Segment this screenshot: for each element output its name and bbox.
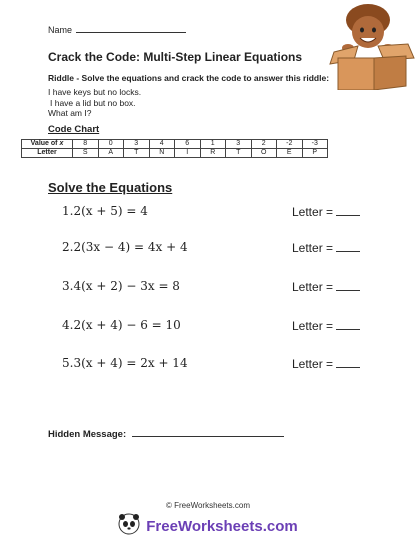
letter-answer-field[interactable]	[292, 356, 360, 371]
letter-header: Letter	[22, 149, 73, 158]
letter-label: Letter =	[292, 241, 334, 255]
solve-section-title: Solve the Equations	[48, 180, 173, 195]
riddle-instruction: Riddle - Solve the equations and crack the code to answer this riddle:	[48, 73, 330, 83]
kid-in-box-illustration	[328, 0, 416, 95]
panda-logo-icon	[118, 513, 140, 540]
letter-answer-field[interactable]	[292, 318, 360, 333]
equation-row	[62, 240, 382, 258]
letter-answer-field[interactable]	[292, 204, 360, 219]
equation: 3(x + 4) = 2x + 14	[73, 356, 188, 370]
answer-blank[interactable]	[336, 240, 360, 252]
value-cell: 4	[149, 140, 175, 149]
riddle-line: I have keys but no locks.	[48, 87, 142, 97]
name-line[interactable]	[76, 24, 186, 33]
value-cell: -3	[302, 140, 328, 149]
value-row	[22, 140, 328, 149]
equation-number: 3.	[62, 279, 74, 293]
riddle-line: What am I?	[48, 108, 92, 118]
value-cell: 8	[73, 140, 99, 149]
code-chart-table	[21, 139, 328, 158]
equation-text	[62, 279, 180, 293]
letter-cell: O	[251, 149, 277, 158]
answer-blank[interactable]	[336, 204, 360, 216]
letter-label: Letter =	[292, 280, 334, 294]
letter-answer-field[interactable]	[292, 279, 360, 294]
equation-row	[62, 356, 382, 374]
value-cell: 3	[226, 140, 252, 149]
value-cell: 0	[98, 140, 124, 149]
letter-cell: E	[277, 149, 303, 158]
code-chart-title: Code Chart	[48, 124, 100, 135]
value-cell: 1	[200, 140, 226, 149]
letter-row	[22, 149, 328, 158]
name-label: Name	[48, 25, 73, 35]
answer-blank[interactable]	[336, 279, 360, 291]
letter-cell: T	[226, 149, 252, 158]
letter-label: Letter =	[292, 319, 334, 333]
footer-logo[interactable]	[0, 513, 416, 540]
equation-number: 5.	[62, 356, 74, 370]
equation-number: 2.	[62, 240, 74, 254]
value-cell: 2	[251, 140, 277, 149]
value-cell: 3	[124, 140, 150, 149]
copyright-text: © FreeWorksheets.com	[166, 501, 250, 510]
answer-blank[interactable]	[336, 318, 360, 330]
letter-cell: I	[175, 149, 201, 158]
hidden-message-line[interactable]	[132, 427, 284, 437]
equation: 4(x + 2) − 3x = 8	[73, 279, 180, 293]
hidden-message-field[interactable]	[48, 427, 284, 440]
worksheet-title: Crack the Code: Multi-Step Linear Equations	[48, 50, 303, 64]
equation-row	[62, 279, 382, 297]
letter-cell: N	[149, 149, 175, 158]
answer-blank[interactable]	[336, 356, 360, 368]
letter-label: Letter =	[292, 357, 334, 371]
equation-text	[62, 204, 148, 218]
equation-text	[62, 356, 188, 370]
value-header: Value of x	[22, 140, 73, 149]
equation-row	[62, 318, 382, 336]
letter-cell: S	[73, 149, 99, 158]
equation-text	[62, 318, 181, 332]
value-cell: -2	[277, 140, 303, 149]
riddle-text	[48, 87, 141, 119]
equation-number: 1.	[62, 204, 74, 218]
equation: 2(3x − 4) = 4x + 4	[73, 240, 188, 254]
equation-row	[62, 204, 382, 222]
equation-number: 4.	[62, 318, 74, 332]
hidden-message-label: Hidden Message:	[48, 429, 127, 440]
letter-answer-field[interactable]	[292, 240, 360, 255]
equation: 2(x + 4) − 6 = 10	[73, 318, 181, 332]
letter-cell: R	[200, 149, 226, 158]
name-field[interactable]	[48, 24, 186, 35]
letter-cell: A	[98, 149, 124, 158]
letter-label: Letter =	[292, 205, 334, 219]
equation-text	[62, 240, 188, 254]
brand-name: FreeWorksheets.com	[146, 518, 298, 535]
equation: 2(x + 5) = 4	[73, 204, 148, 218]
riddle-line: I have a lid but no box.	[50, 97, 136, 108]
letter-cell: P	[302, 149, 328, 158]
letter-cell: T	[124, 149, 150, 158]
value-cell: 6	[175, 140, 201, 149]
